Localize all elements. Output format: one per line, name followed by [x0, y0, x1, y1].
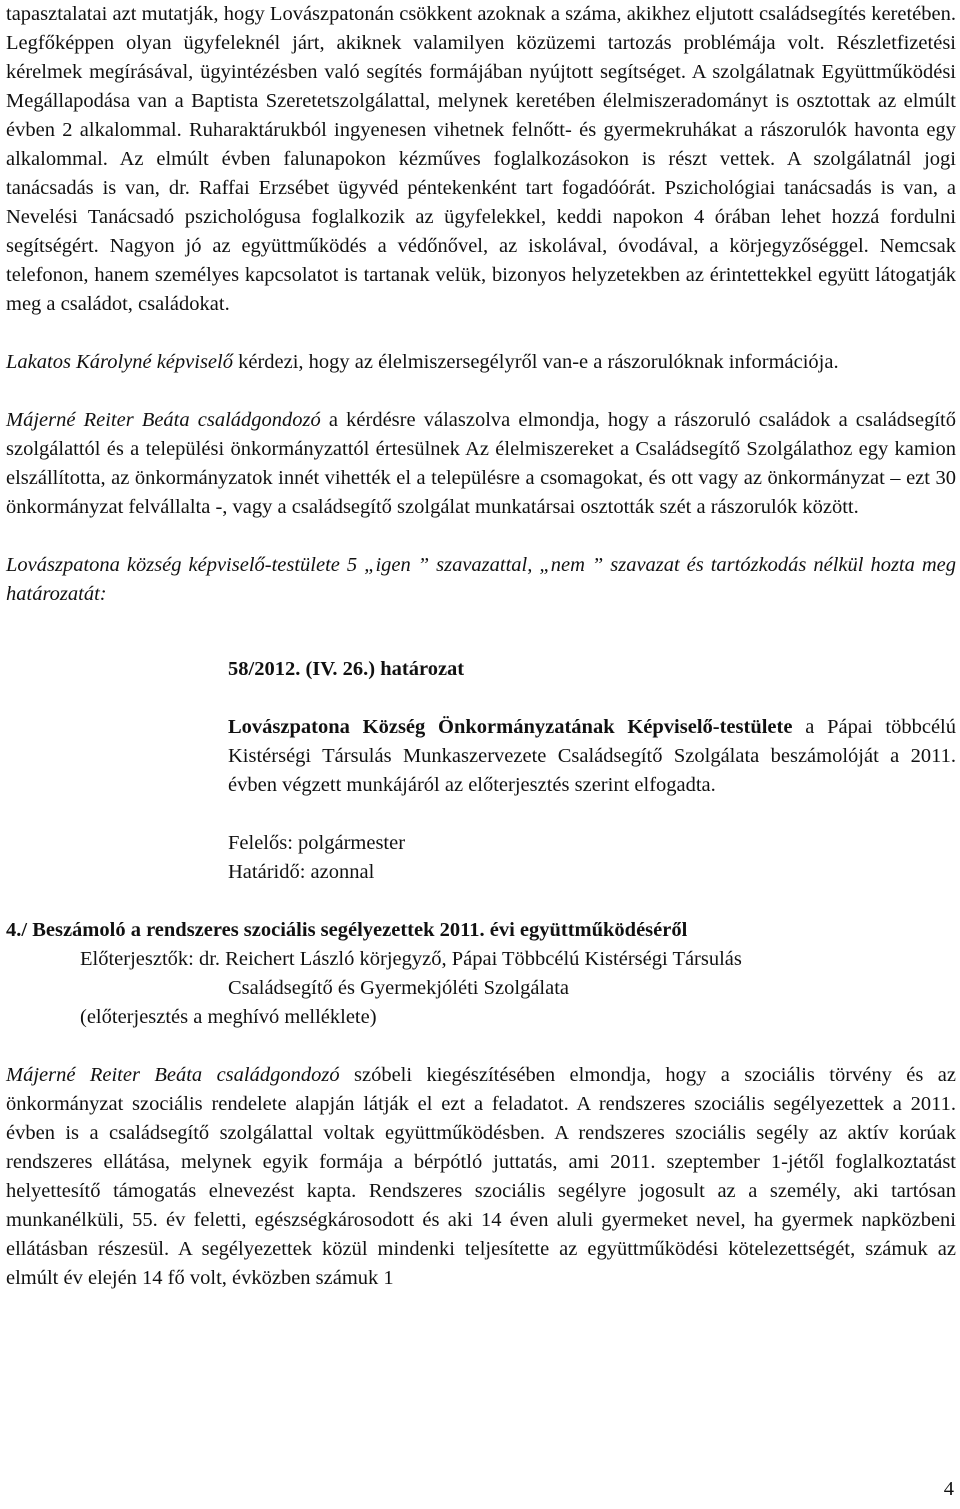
paragraph-text: kérdezi, hogy az élelmiszersegélyről van-e a rászorulóknak információja. [232, 351, 839, 373]
paragraph-text: szóbeli kiegészítésében elmondja, hogy a szociális törvény és az önkormányzat szociális rendelete alapján látják el ezt a feladatot. A rendszeres szociális segélyezettek a 2011. évben is a családsegítő szolgálattal voltak együttműködésben. A rendszeres szociális segély az aktív korúak rendszeres ellátása, melynek egyik formája a bérpótló juttatás, ami 2011. szeptember 1-jétől foglalkoztatást helyettesítő támogatás elnevezést kapta. Rendszeres szociális segélyre jogosult az a személy, aki tartósan munkanélküli, 55. év feletti, egészségkárosodott és aki 14 éven aluli gyermeket nevel, ha gyermek napközbeni ellátásban részesül. A segélyezettek közül mindenki teljesítette az együttműködési kötelezettségét, számuk az elmúlt év elején 14 fő volt, évközben számuk 1 [6, 1064, 956, 1289]
decision-responsible: Felelős: polgármester [228, 832, 406, 854]
decision-body-text: a Pápai többcélú Kistérségi Társulás Munkaszervezete Családsegítő Szolgálata beszámolóját a 2011. évben végzett munkájáról az előterjesztés szerint elfogadta. [228, 716, 956, 796]
agenda-item-heading: 4./ Beszámoló a rendszeres szociális segélyezettek 2011. évi együttműködéséről [6, 919, 688, 941]
page-number: 4 [943, 1478, 954, 1500]
document-page [6, 0, 956, 1293]
decision-body [228, 713, 956, 800]
speaker-name: Májerné Reiter Beáta családgondozó [6, 409, 321, 431]
decision-body-bold: Lovászpatona Község Önkormányzatának Képviselő-testülete [228, 716, 793, 738]
answer-paragraph [6, 406, 956, 522]
decision-number: 58/2012. (IV. 26.) határozat [228, 658, 465, 680]
supplement-paragraph [6, 1061, 956, 1293]
speaker-name: Lakatos Károlyné képviselő [6, 351, 233, 373]
paragraph-text: a kérdésre válaszolva elmondja, hogy a rászoruló családok a családsegítő szolgálattól és a települési önkormányzattól értesülnek Az élelmiszereket a Családsegítő Szolgálathoz egy kamion elszállította, az önkormányzatok innét vihették el a településre a csomagokat, és ott vagy az önkormányzat – ezt 30 önkormányzat felvállalta -, vagy a családsegítő szolgálat munkatársai osztották szét a rászorulók között. [6, 409, 956, 518]
decision-deadline: Határidő: azonnal [228, 861, 375, 883]
decision-block [228, 655, 956, 887]
attachment-note: (előterjesztés a meghívó melléklete) [80, 1006, 377, 1028]
presenters-line-continued: Családsegítő és Gyermekjóléti Szolgálata [228, 977, 570, 999]
vote-statement: Lovászpatona község képviselő-testülete 5 „igen ” szavazattal, „nem ” szavazat és tartózkodás nélkül hozta meg határozatát: [6, 554, 956, 605]
presenters-line: Előterjesztők: dr. Reichert László körjegyző, Pápai Többcélú Kistérségi Társulás [80, 948, 742, 970]
body-paragraph-services: tapasztalatai azt mutatják, hogy Lovászpatonán csökkent azoknak a száma, akikhez eljutott családsegítés keretében. Legfőképpen olyan ügyfeleknél járt, akiknek valamilyen közüzemi tartozás problémája volt. Részletfizetési kérelmek megírásával, ügyintézésben való segítés formájában nyújtott segítséget. A szolgálatnak Együttműködési Megállapodása van a Baptista Szeretetszolgálattal, melynek keretében élelmiszeradományt is osztottak az elmúlt évben 2 alkalommal. Ruharaktárukból ingyenesen vihetnek felnőtt- és gyermekruhákat a rászorulók havonta egy alkalommal. Az elmúlt évben falunapokon kézműves foglalkozásokon is részt vettek. A szolgálatnál jogi tanácsadás is van, dr. Raffai Erzsébet ügyvéd péntekenként tart fogadóórát. Pszichológiai tanácsadás is van, a Nevelési Tanácsadó pszichológusa foglalkozik az ügyfelekkel, keddi napokon 4 órában lehet hozzá fordulni segítségért. Nagyon jó az együttműködés a védőnővel, az iskolával, óvodával, a körjegyzőséggel. Nemcsak telefonon, hanem személyes kapcsolatot is tartanak velük, bizonyos helyzetekben az érintettekkel együtt látogatják meg a családot, családokat. [6, 3, 956, 315]
question-paragraph [6, 348, 956, 377]
speaker-name: Májerné Reiter Beáta családgondozó [6, 1064, 340, 1086]
